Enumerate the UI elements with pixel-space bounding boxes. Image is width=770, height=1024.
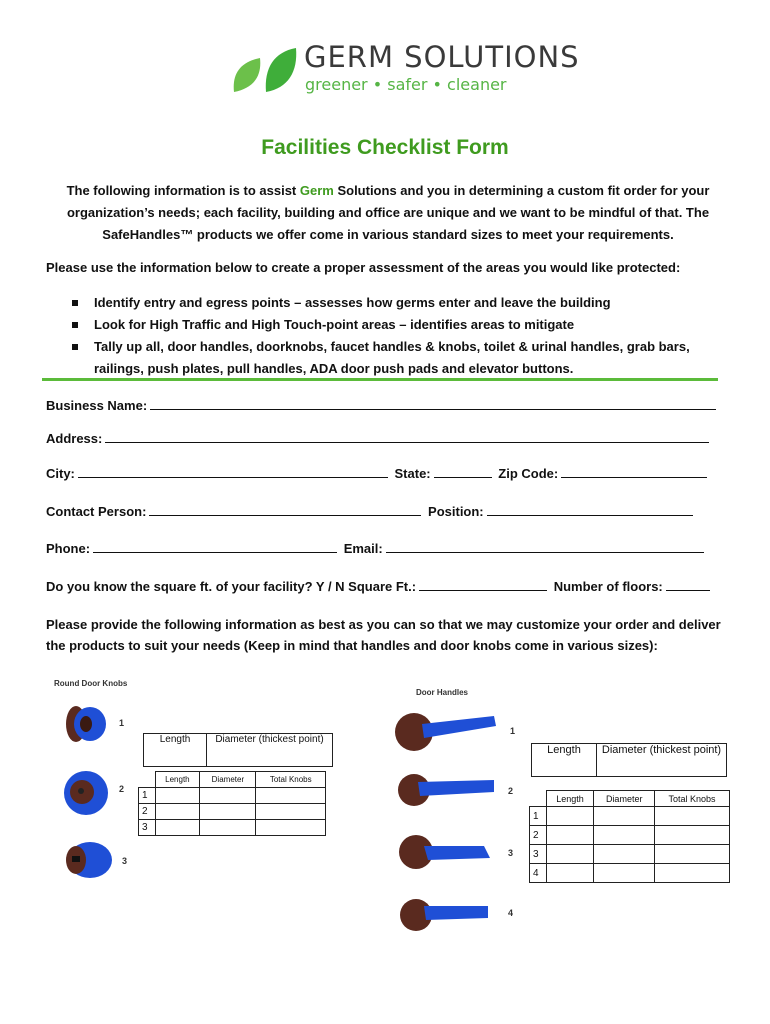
row-number: 2 <box>530 826 547 845</box>
state-field[interactable] <box>434 465 492 478</box>
knob-number: 2 <box>119 784 125 794</box>
divider <box>42 378 718 381</box>
diameter-cell[interactable] <box>200 820 256 836</box>
diameter-cell[interactable] <box>200 788 256 804</box>
door-handle-icon <box>394 710 498 754</box>
handle-number: 2 <box>508 786 514 796</box>
column-header: Diameter <box>200 772 256 788</box>
intro-text-2: Solutions and you in determining a custom fit order for your organization’s needs; each facility, building and office are unique and we want to be mindful of that. The SafeHandles™ products we offer come in various standard sizes to meet your requirements. <box>66 183 710 242</box>
length-cell[interactable] <box>546 826 594 845</box>
intro-text-1: The following information is to assist <box>66 183 300 198</box>
intro-green-word: Germ <box>299 183 334 198</box>
legend-length: Length <box>144 734 207 767</box>
zip-field[interactable] <box>561 465 707 478</box>
email-field[interactable] <box>386 540 704 553</box>
column-header: Total Knobs <box>256 772 326 788</box>
row-number: 3 <box>530 845 547 864</box>
total-cell[interactable] <box>654 864 729 883</box>
column-header: Length <box>155 772 200 788</box>
list-item: Look for High Traffic and High Touch-point areas – identifies areas to mitigate <box>70 314 720 336</box>
table-row <box>530 864 730 883</box>
table-row <box>530 845 730 864</box>
brand-name: GERM SOLUTIONS <box>304 40 580 74</box>
row-number: 1 <box>139 788 156 804</box>
floors-field[interactable] <box>666 578 710 591</box>
row-number: 3 <box>139 820 156 836</box>
door-handle-icon <box>396 772 496 808</box>
position-field[interactable] <box>487 503 693 516</box>
handle-number: 4 <box>508 908 514 918</box>
list-item: Tally up all, door handles, doorknobs, faucet handles & knobs, toilet & urinal handles, grab bars, railings, push plates, pull handles, ADA door push pads and elevator buttons. <box>70 336 720 380</box>
diameter-cell[interactable] <box>594 807 654 826</box>
door-handle-icon <box>398 832 494 872</box>
length-cell[interactable] <box>546 864 594 883</box>
column-header: Total Knobs <box>654 791 729 807</box>
door-handles-legend-table <box>531 743 727 777</box>
total-cell[interactable] <box>256 820 326 836</box>
leaf-icon <box>230 46 300 96</box>
contact-row <box>46 503 716 519</box>
length-cell[interactable] <box>155 820 200 836</box>
door-knob-icon <box>62 768 112 818</box>
table-row <box>139 804 326 820</box>
city-row <box>46 465 716 481</box>
city-field[interactable] <box>78 465 388 478</box>
square-ft-row <box>46 578 716 594</box>
knob-number: 1 <box>119 718 125 728</box>
address-row <box>46 430 716 446</box>
square-ft-label: Do you know the square ft. of your facility? Y / N Square Ft.: <box>46 579 417 594</box>
business-name-label: Business Name: <box>46 398 148 413</box>
length-cell[interactable] <box>155 788 200 804</box>
legend-diameter: Diameter (thickest point) <box>597 744 727 777</box>
door-handles-table <box>529 790 730 883</box>
position-label: Position: <box>428 504 484 519</box>
phone-row <box>46 540 716 556</box>
diameter-cell[interactable] <box>200 804 256 820</box>
legend-diameter: Diameter (thickest point) <box>207 734 333 767</box>
list-item: Identify entry and egress points – assesses how germs enter and leave the building <box>70 292 720 314</box>
total-cell[interactable] <box>654 807 729 826</box>
length-cell[interactable] <box>546 845 594 864</box>
legend-length: Length <box>532 744 597 777</box>
city-label: City: <box>46 466 75 481</box>
brand-logo <box>230 40 580 102</box>
square-ft-field[interactable] <box>419 578 547 591</box>
table-row <box>530 807 730 826</box>
lead-text: Please use the information below to create a proper assessment of the areas you would like protected: <box>46 260 681 275</box>
bullet-list <box>70 292 720 380</box>
total-cell[interactable] <box>256 788 326 804</box>
zip-label: Zip Code: <box>498 466 559 481</box>
column-header: Length <box>546 791 594 807</box>
total-cell[interactable] <box>654 826 729 845</box>
contact-label: Contact Person: <box>46 504 147 519</box>
round-knobs-legend-table <box>143 733 333 767</box>
round-knobs-label: Round Door Knobs <box>54 679 128 688</box>
address-field[interactable] <box>105 430 709 443</box>
diameter-cell[interactable] <box>594 864 654 883</box>
diameter-cell[interactable] <box>594 845 654 864</box>
handle-number: 1 <box>510 726 516 736</box>
row-number: 2 <box>139 804 156 820</box>
length-cell[interactable] <box>546 807 594 826</box>
contact-field[interactable] <box>149 503 421 516</box>
phone-field[interactable] <box>93 540 337 553</box>
length-cell[interactable] <box>155 804 200 820</box>
floors-label: Number of floors: <box>553 579 663 594</box>
state-label: State: <box>394 466 431 481</box>
brand-tagline: greener • safer • cleaner <box>305 75 507 94</box>
total-cell[interactable] <box>654 845 729 864</box>
handle-number: 3 <box>508 848 514 858</box>
row-number: 1 <box>530 807 547 826</box>
table-row <box>139 820 326 836</box>
intro-paragraph <box>48 180 728 246</box>
business-name-row <box>46 397 716 413</box>
address-label: Address: <box>46 431 103 446</box>
round-knobs-table <box>138 771 326 836</box>
page-title: Facilities Checklist Form <box>261 136 509 159</box>
knob-number: 3 <box>122 856 128 866</box>
door-handles-label: Door Handles <box>416 688 469 697</box>
total-cell[interactable] <box>256 804 326 820</box>
row-number: 4 <box>530 864 547 883</box>
phone-label: Phone: <box>46 541 91 556</box>
column-header: Diameter <box>594 791 654 807</box>
door-knob-icon <box>62 838 114 882</box>
business-name-field[interactable] <box>150 397 716 410</box>
instructions-paragraph: Please provide the following information as best as you can so that we may customize your order and deliver the products to suit your needs (Keep in mind that handles and door knobs come in various sizes): <box>46 617 721 653</box>
email-label: Email: <box>343 541 383 556</box>
door-knob-icon <box>62 702 110 746</box>
door-handle-icon <box>398 896 492 934</box>
table-row <box>530 826 730 845</box>
table-row <box>139 788 326 804</box>
diameter-cell[interactable] <box>594 826 654 845</box>
